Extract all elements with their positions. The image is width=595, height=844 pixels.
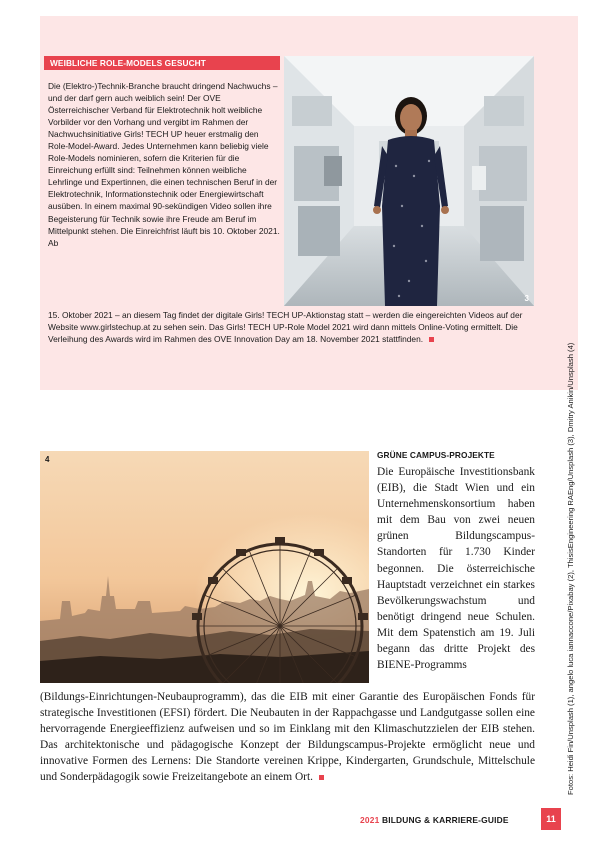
article-text: Die Europäische Investitionsbank (EIB), die Stadt Wien und ein Unternehmenskonsortium haben mit dem Bau von zwei neuen grünen Bildungscampus-Standorten für 1.730 Kinder begonnen. Die österreichische Hauptstadt verzeichnet ein starkes Bevölkerungswachstum und benötigt dringend neue Schulen. Mit dem Spatenstich am 19. Juli begann das dritte Projekt des BIENE-Programms (377, 466, 535, 672)
end-mark (319, 775, 324, 780)
photo-credits: Fotos: Heidi Fin/Unsplash (1), angelo luca iannaccone/Pixabay (2), ThisisEngineering RAEng/Unsplash (3), Dmitry Anikin/Unsplash (4) (566, 342, 575, 795)
end-mark (429, 337, 434, 342)
footer-title (360, 815, 509, 825)
footer-year: 2021 (360, 815, 380, 825)
info-box-text: Die (Elektro-)Technik-Branche braucht dringend Nachwuchs – und der darf gern auch weiblich sein! Der OVE Österreichischer Verband für Elektrotechnik holt weibliche Vorbilder vor den Vorhang und vergibt im Rahmen der Nachwuchsinitiative Girls! TECH UP heuer erstmalig den Role-Model-Award. Jedes Unternehmen kann beliebig viele Role-Models nominieren, sofern die Kriterien für die Einreichung erfüllt sind: Teilnehmen können weibliche Lehrlinge und Expertinnen, die einen technischen Beruf in der Elektrotechnik, Informationstechnik oder Energiewirtschaft ausüben. In einem maximal 90-sekündigen Video sollen ihre Begeisterung für Technik sowie ihre Freude am Beruf im Mittelpunkt stehen. Die Einreichfrist läuft bis 10. Oktober 2021. Ab (48, 81, 280, 248)
photo-number: 3 (524, 294, 529, 303)
article-heading: GRÜNE CAMPUS-PROJEKTE (377, 450, 495, 460)
page-number: 11 (541, 808, 561, 830)
article-text-continued (40, 689, 535, 786)
info-box-text-continued (48, 309, 534, 345)
photo-number: 4 (45, 455, 50, 464)
photo-engineer-woman (284, 56, 534, 306)
info-box-heading: WEIBLICHE ROLE-MODELS GESUCHT (44, 56, 280, 70)
footer-guide-title: BILDUNG & KARRIERE-GUIDE (381, 815, 509, 825)
article-text-continued-content: (Bildungs-Einrichtungen-Neubauprogramm), das die EIB mit einer Garantie des Europäischen Fonds für strategische Investitionen (EFSI) fördert. Die Neubauten in der Rappachgasse und Landgutgasse sollen eine hervorragende Energieeffizienz aufweisen und so im Einklang mit den Klimaschutzzielen der EIB stehen. Das architektonische und pädagogische Konzept der Bildungscampus-Projekte ermöglicht neue und innovative Formen des Lernens: Die Standorte vereinen Krippe, Kindergarten, Grundschule, Mittelschule und Sonderpädagogik sowie Freizeitangebote an einem Ort. (40, 691, 535, 784)
info-box-text-continued-content: 15. Oktober 2021 – an diesem Tag findet der digitale Girls! TECH UP-Aktionstag statt – werden die eingereichten Videos auf der Website www.girlstechup.at zu sehen sein. Das Girls! TECH UP-Role Model 2021 wird dann mittels Online-Voting ermittelt. Die Verleihung des Awards wird im Rahmen des OVE Innovation Day am 18. November 2021 stattfinden. (48, 310, 523, 345)
photo-vienna-ferris-wheel (40, 451, 369, 683)
